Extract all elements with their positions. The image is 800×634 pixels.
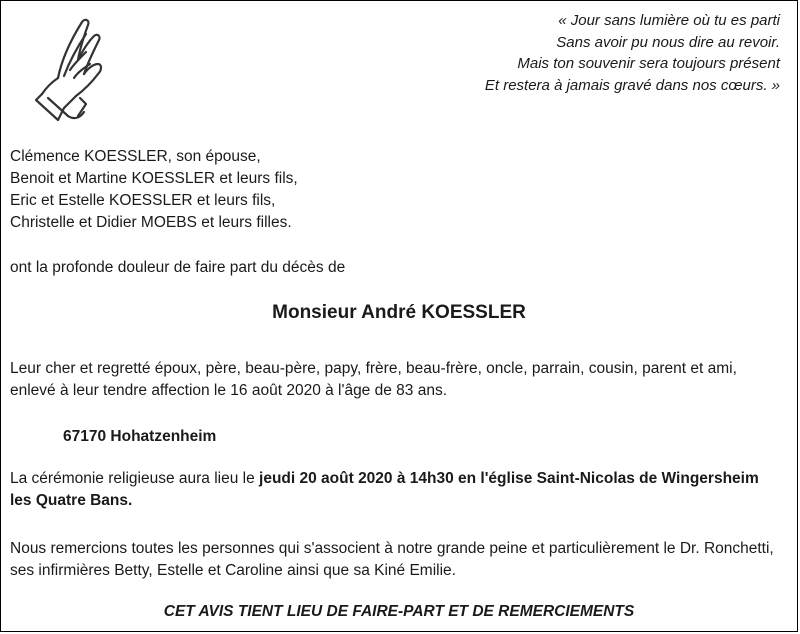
residence: 67170 Hohatzenheim [63, 428, 217, 445]
quote-line: Et restera à jamais gravé dans nos cœurs. » [484, 76, 780, 94]
deceased-description: Leur cher et regretté époux, père, beau-père, papy, frère, beau-frère, oncle, parrain, cousin, parent et ami, enlevé à leur tendre affection le 16 août 2020 à l'âge de 83 ans. [10, 360, 737, 399]
quote-line: Sans avoir pu nous dire au revoir. [556, 33, 780, 51]
family-member: Clémence KOESSLER, son épouse, [10, 148, 261, 165]
ceremony-info [10, 468, 780, 512]
footer-notice: CET AVIS TIENT LIEU DE FAIRE-PART ET DE REMERCIEMENTS [163, 603, 635, 620]
ceremony-prefix: La cérémonie religieuse aura lieu le [10, 470, 260, 487]
announcement-intro: ont la profonde douleur de faire part du décès de [10, 259, 346, 276]
quote-line: « Jour sans lumière où tu es parti [558, 12, 780, 29]
deceased-name: Monsieur André KOESSLER [272, 302, 526, 323]
ceremony-details: jeudi 20 août 2020 à 14h30 en l'église Saint-Nicolas de Wingersheim les Quatre Bans. [10, 470, 759, 509]
family-list [10, 146, 298, 234]
quote-line: Mais ton souvenir sera toujours présent [517, 55, 780, 72]
family-member: Christelle et Didier MOEBS et leurs filles. [10, 214, 292, 231]
family-member: Benoit et Martine KOESSLER et leurs fils, [10, 170, 298, 187]
family-member: Eric et Estelle KOESSLER et leurs fils, [10, 192, 276, 209]
epitaph-quote [360, 10, 780, 96]
thanks-text: Nous remercions toutes les personnes qui s'associent à notre grande peine et particulièrement le Dr. Ronchetti, ses infirmières Betty, Estelle et Caroline ainsi que sa Kiné Emilie. [10, 540, 774, 579]
praying-hands-icon [28, 12, 108, 124]
